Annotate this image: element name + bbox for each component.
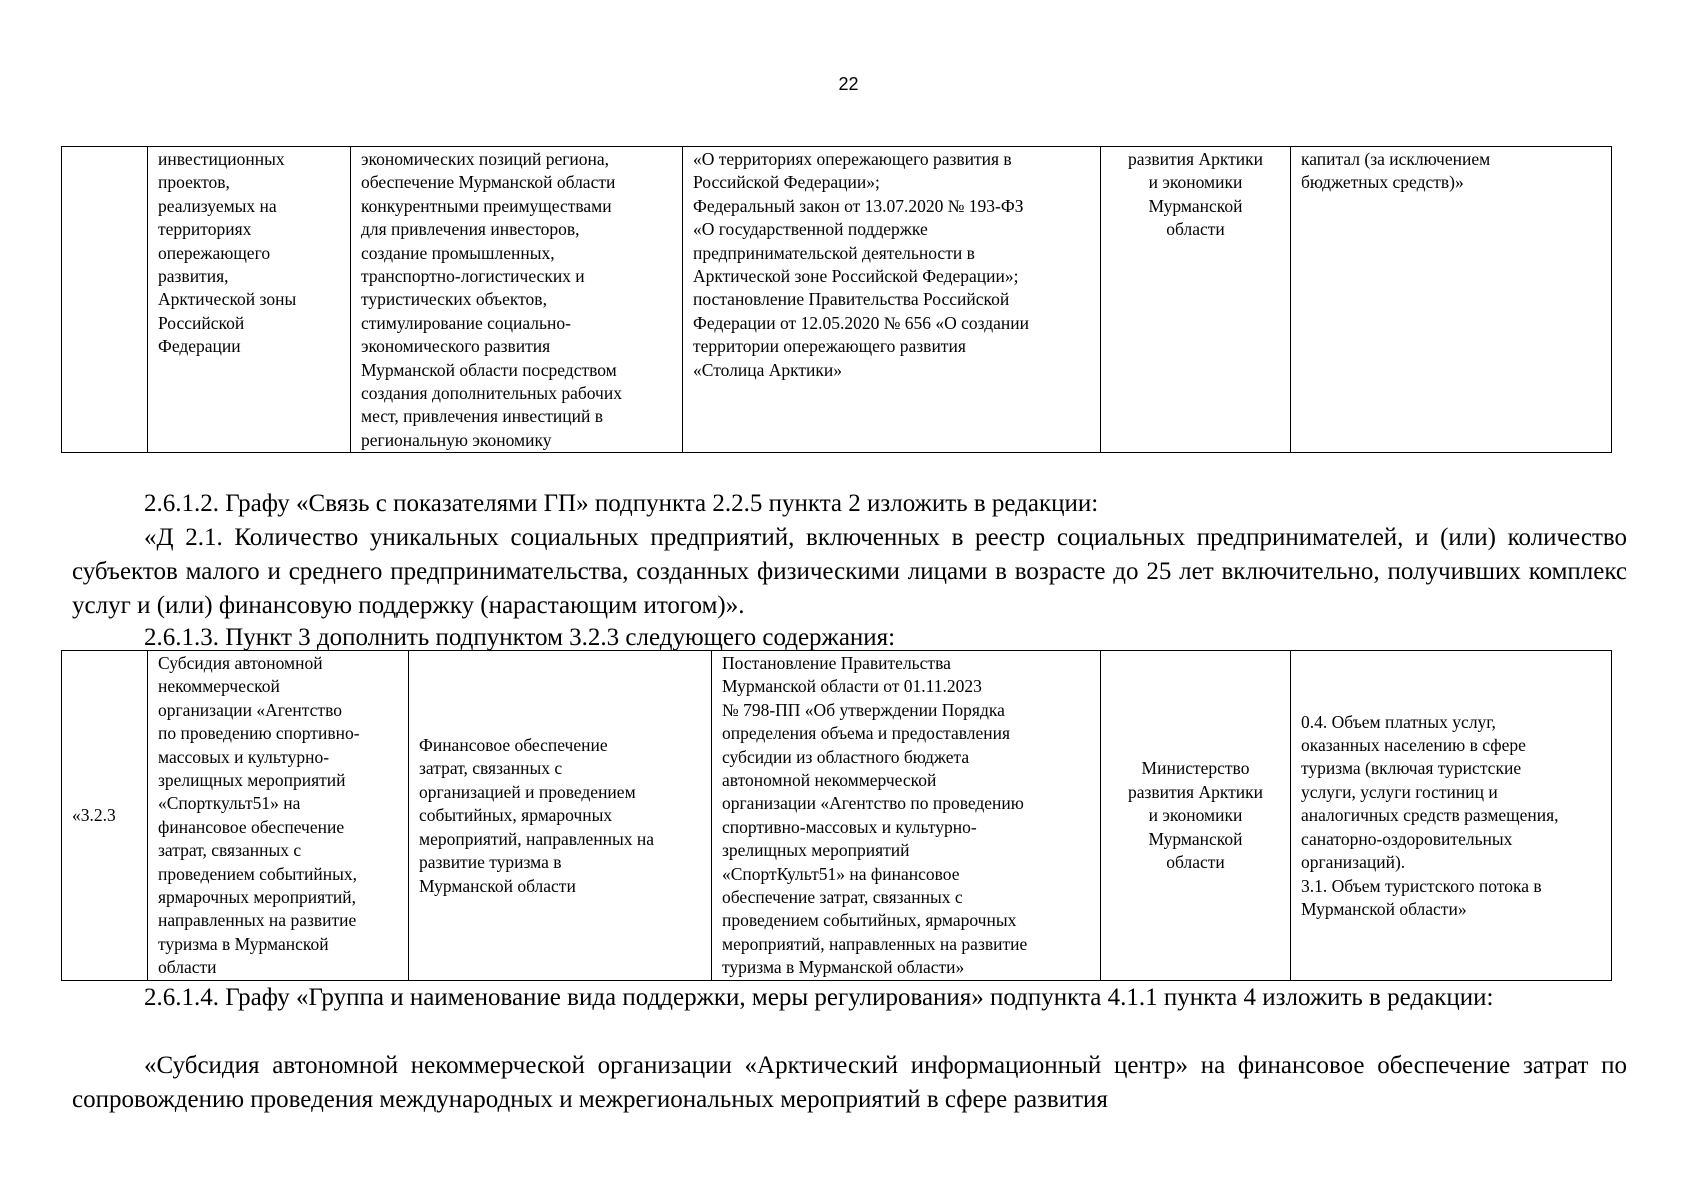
table-cell-executor: развития Арктики и экономики Мурманской области <box>1101 147 1291 453</box>
measures-table-3-2-3 <box>61 650 1612 981</box>
table-row <box>62 147 1612 453</box>
table-cell-indicators: капитал (за исключением бюджетных средств)» <box>1291 147 1612 453</box>
table-row <box>62 651 1612 981</box>
table-cell-number <box>62 147 148 453</box>
paragraph-d-2-1: «Д 2.1. Количество уникальных социальных предприятий, включенных в реестр социальных предпринимателей, и (или) количество субъектов малого и среднего предпринимательства, созданных физическими лицами в возрасте до 25 лет включительно, получивших комплекс услуг и (или) финансовую поддержку (нарастающим итогом)». <box>72 524 1627 619</box>
paragraph-subsidy-arctic-center: «Субсидия автономной некоммерческой организации «Арктический информационный центр» на финансовое обеспечение затрат по сопровождению проведения международных и межрегиональных мероприятий в сфере развития <box>72 1052 1627 1113</box>
table-cell-purpose: экономических позиций региона, обеспечение Мурманской области конкурентными преимуществами для привлечения инвесторов, создание промышленных, транспортно-логистических и туристических объектов, стимулирование социально- экономического развития Мурманской области посредством создания дополнительных рабочих мест, привлечения инвестиций в региональную экономику <box>351 147 683 453</box>
paragraph-2-6-1-4: 2.6.1.4. Графу «Группа и наименование вида поддержки, меры регулирования» подпункта 4.1.1 пункта 4 изложить в редакции: <box>144 984 1494 1011</box>
table-cell-number: «3.2.3 <box>62 651 148 981</box>
table-cell-legal-basis: «О территориях опережающего развития в Российской Федерации»; Федеральный закон от 13.07.2020 № 193-ФЗ «О государственной поддержке предпринимательской деятельности в Арктической зоне Российской Федерации»; постановление Правительства Российской Федерации от 12.05.2020 № 656 «О создании территории опережающего развития «Столица Арктики» <box>683 147 1101 453</box>
table-cell-indicators: 0.4. Объем платных услуг, оказанных населению в сфере туризма (включая туристские услуги, услуги гостиниц и аналогичных средств размещения, санаторно-оздоровительных организаций). 3.1. Объем туристского потока в Мурманской области» <box>1291 651 1612 981</box>
table-cell-legal-basis: Постановление Правительства Мурманской области от 01.11.2023 № 798-ПП «Об утверждении Порядка определения объема и предоставления субсидии из областного бюджета автономной некоммерческой организации «Агентство по проведению спортивно-массовых и культурно- зрелищных мероприятий «СпортКульт51» на финансовое обеспечение затрат, связанных с проведением событийных, ярмарочных мероприятий, направленных на развитие туризма в Мурманской области» <box>712 651 1101 981</box>
paragraph-2-6-1-2: 2.6.1.2. Графу «Связь с показателями ГП» подпункта 2.2.5 пункта 2 изложить в редакции: <box>144 490 1099 517</box>
table-cell-measure-name: инвестиционных проектов, реализуемых на территориях опережающего развития, Арктической зоны Российской Федерации <box>148 147 351 453</box>
table-cell-executor: Министерство развития Арктики и экономики Мурманской области <box>1101 651 1291 981</box>
measures-table-continuation <box>61 146 1612 453</box>
table-cell-measure-name: Субсидия автономной некоммерческой организации «Агентство по проведению спортивно- массовых и культурно- зрелищных мероприятий «Спорткульт51» на финансовое обеспечение затрат, связанных с проведением событийных, ярмарочных мероприятий, направленных на развитие туризма в Мурманской области <box>148 651 409 981</box>
paragraph-2-6-1-3: 2.6.1.3. Пункт 3 дополнить подпунктом 3.2.3 следующего содержания: <box>144 624 896 651</box>
table-cell-purpose: Финансовое обеспечение затрат, связанных с организацией и проведением событийных, ярмарочных мероприятий, направленных на развитие туризма в Мурманской области <box>409 651 712 981</box>
page-number: 22 <box>838 74 859 94</box>
